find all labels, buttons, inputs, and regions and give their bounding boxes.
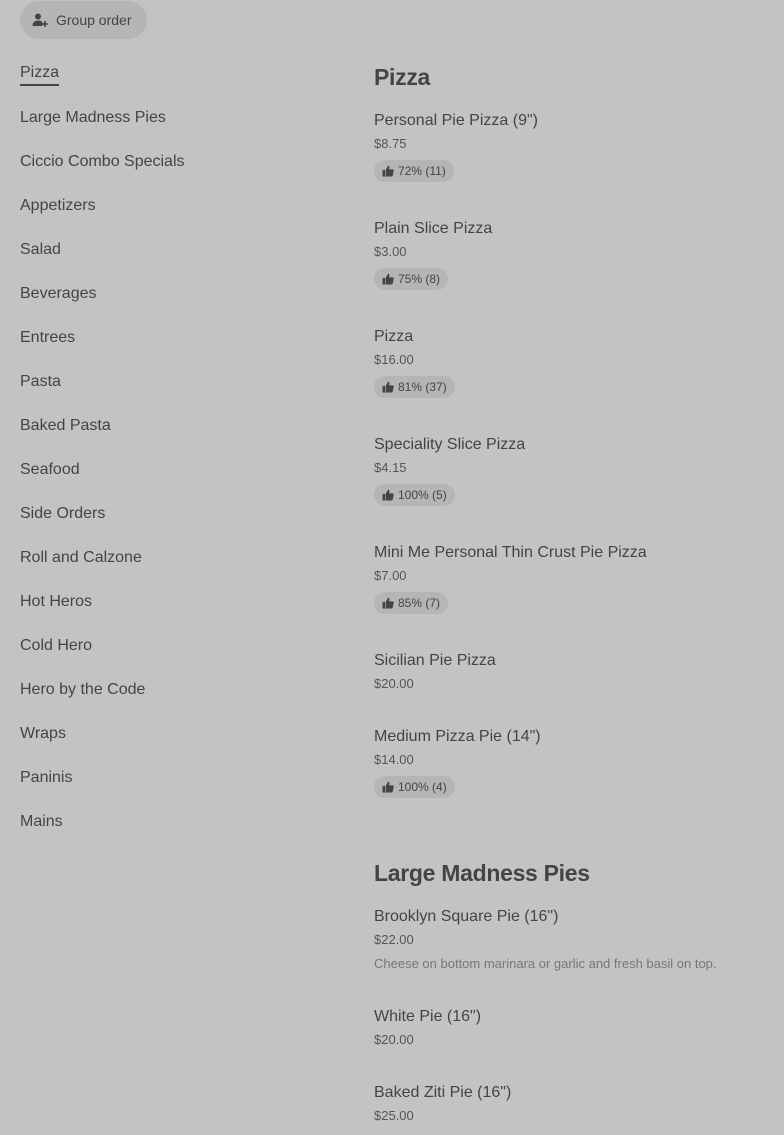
- menu-item-price: $20.00: [374, 1032, 414, 1047]
- menu-item[interactable]: [374, 327, 774, 398]
- menu-item-price: $14.00: [374, 752, 414, 767]
- sidebar-item-label: Roll and Calzone: [20, 549, 142, 566]
- sidebar-item-baked-pasta[interactable]: [20, 404, 320, 448]
- menu-item[interactable]: [374, 111, 774, 182]
- menu-item-name: Plain Slice Pizza: [374, 220, 493, 237]
- section-title: Pizza: [374, 64, 431, 90]
- rating-badge: [374, 484, 455, 506]
- menu-item[interactable]: [374, 651, 774, 692]
- menu-item-price: $25.00: [374, 1108, 414, 1123]
- rating-badge: [374, 776, 455, 798]
- menu-item[interactable]: [374, 1083, 774, 1124]
- menu-item-name: White Pie (16"): [374, 1008, 482, 1025]
- sidebar-item-ciccio-combo-specials[interactable]: [20, 140, 320, 184]
- sidebar-item-paninis[interactable]: [20, 756, 320, 800]
- sidebar-item-label: Pasta: [20, 373, 61, 390]
- menu-item[interactable]: [374, 727, 774, 798]
- rating-badge: [374, 592, 448, 614]
- rating-text: 75% (8): [398, 272, 441, 286]
- sidebar-item-large-madness-pies[interactable]: [20, 96, 320, 140]
- menu-item[interactable]: [374, 1007, 774, 1048]
- sidebar-item-appetizers[interactable]: [20, 184, 320, 228]
- sidebar-item-seafood[interactable]: [20, 448, 320, 492]
- sidebar-item-entrees[interactable]: [20, 316, 320, 360]
- rating-badge: [374, 376, 455, 398]
- menu-item-name: Speciality Slice Pizza: [374, 436, 526, 453]
- menu-item-name: Pizza: [374, 328, 414, 345]
- sidebar-item-label: Hot Heros: [20, 593, 93, 610]
- rating-text: 85% (7): [398, 596, 441, 610]
- menu-item-price: $8.75: [374, 136, 407, 151]
- sidebar-item-label: Ciccio Combo Specials: [20, 153, 185, 170]
- menu-item-name: Sicilian Pie Pizza: [374, 652, 496, 669]
- menu-item-name: Medium Pizza Pie (14"): [374, 728, 541, 745]
- thumbs-up-icon: [382, 381, 394, 393]
- rating-text: 100% (4): [398, 780, 447, 794]
- sidebar-item-label: Large Madness Pies: [20, 109, 166, 126]
- thumbs-up-icon: [382, 489, 394, 501]
- sidebar-item-wraps[interactable]: [20, 712, 320, 756]
- sidebar-item-label: Side Orders: [20, 505, 106, 522]
- sidebar-item-hot-heros[interactable]: [20, 580, 320, 624]
- sidebar-item-label: Seafood: [20, 461, 80, 478]
- thumbs-up-icon: [382, 781, 394, 793]
- menu-item-price: $16.00: [374, 352, 414, 367]
- sidebar-item-label: Pizza: [20, 63, 59, 86]
- sidebar-item-label: Baked Pasta: [20, 417, 111, 434]
- thumbs-up-icon: [382, 165, 394, 177]
- sidebar-item-label: Appetizers: [20, 197, 96, 214]
- menu-item-price: $7.00: [374, 568, 407, 583]
- sidebar-item-hero-by-the-code[interactable]: [20, 668, 320, 712]
- menu-item-price: $4.15: [374, 460, 407, 475]
- add-person-icon: [32, 12, 48, 28]
- sidebar-item-salad[interactable]: [20, 228, 320, 272]
- sidebar-item-label: Hero by the Code: [20, 681, 146, 698]
- rating-text: 100% (5): [398, 488, 447, 502]
- sidebar-item-label: Wraps: [20, 725, 66, 742]
- sidebar-item-label: Mains: [20, 813, 63, 830]
- sidebar-item-label: Salad: [20, 241, 61, 258]
- menu-item-name: Personal Pie Pizza (9"): [374, 112, 538, 129]
- rating-badge: [374, 160, 454, 182]
- sidebar-item-pasta[interactable]: [20, 360, 320, 404]
- sidebar-item-mains[interactable]: [20, 800, 320, 844]
- sidebar-item-side-orders[interactable]: [20, 492, 320, 536]
- rating-text: 81% (37): [398, 380, 447, 394]
- menu-item-name: Baked Ziti Pie (16"): [374, 1084, 512, 1101]
- category-sidebar: [20, 52, 320, 844]
- menu-item-name: Mini Me Personal Thin Crust Pie Pizza: [374, 544, 647, 561]
- sidebar-item-roll-and-calzone[interactable]: [20, 536, 320, 580]
- menu-item-price: $3.00: [374, 244, 407, 259]
- thumbs-up-icon: [382, 597, 394, 609]
- sidebar-item-beverages[interactable]: [20, 272, 320, 316]
- group-order-button[interactable]: [20, 1, 147, 39]
- sidebar-item-label: Paninis: [20, 769, 73, 786]
- thumbs-up-icon: [382, 273, 394, 285]
- menu-item[interactable]: [374, 907, 774, 972]
- menu-item-name: Brooklyn Square Pie (16"): [374, 908, 559, 925]
- group-order-label: Group order: [56, 12, 132, 28]
- sidebar-item-label: Beverages: [20, 285, 97, 302]
- section-title: Large Madness Pies: [374, 860, 590, 886]
- menu-item[interactable]: [374, 435, 774, 506]
- menu-item[interactable]: [374, 219, 774, 290]
- sidebar-item-label: Cold Hero: [20, 637, 93, 654]
- sidebar-item-pizza[interactable]: [20, 52, 320, 96]
- menu-item-price: $22.00: [374, 932, 414, 947]
- menu-item[interactable]: [374, 543, 774, 614]
- sidebar-item-label: Entrees: [20, 329, 76, 346]
- menu-item-description: Cheese on bottom marinara or garlic and fresh basil on top.: [374, 956, 717, 971]
- menu-item-price: $20.00: [374, 676, 414, 691]
- rating-text: 72% (11): [398, 164, 446, 178]
- rating-badge: [374, 268, 448, 290]
- sidebar-item-cold-hero[interactable]: [20, 624, 320, 668]
